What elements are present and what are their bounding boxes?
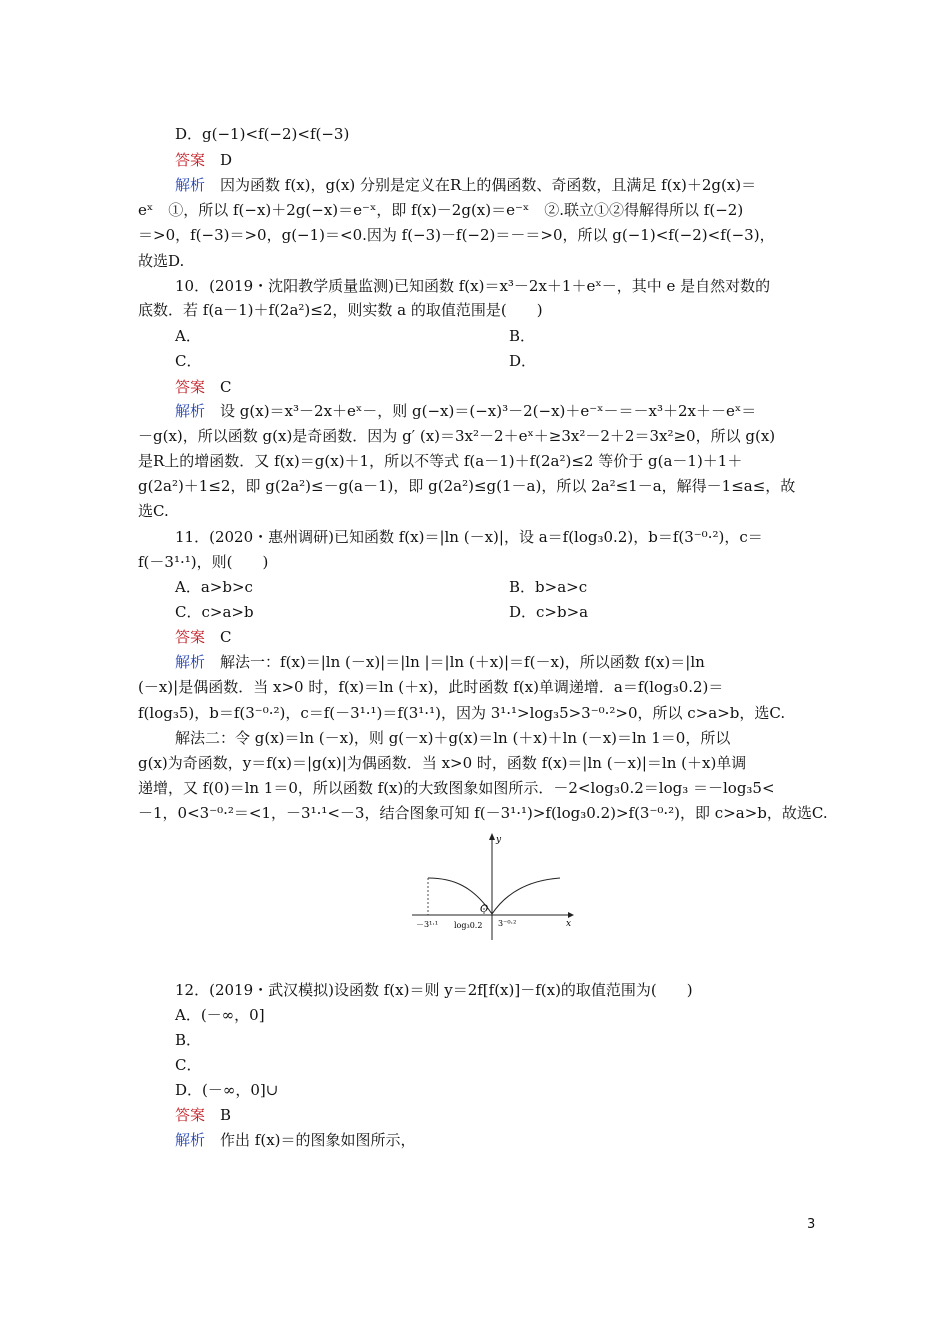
- analysis-line: [175, 401, 756, 421]
- text-line: [138, 225, 775, 245]
- text-line: [138, 426, 775, 446]
- line-text: 选C.: [138, 502, 169, 520]
- text-line: [138, 200, 743, 220]
- line-text: B: [205, 1106, 232, 1124]
- text-line: [175, 276, 770, 296]
- line-text: A．(－∞，0]: [175, 1006, 265, 1024]
- text-line: [175, 1055, 201, 1075]
- text-line: [175, 527, 763, 547]
- x-axis-arrow: [568, 912, 574, 918]
- text-line: [138, 803, 828, 823]
- line-text: 故选D.: [138, 252, 185, 270]
- line-text: 递增，又 f(0)＝ln 1＝0，所以函数 f(x)的大致图象如图所示．－2<log₃0.2＝log₃ ＝－log₃5<: [138, 779, 775, 797]
- option-line: C．: [175, 352, 202, 370]
- line-text: 11．(2020・惠州调研)已知函数 f(x)＝|ln (－x)|，设 a＝f(log₃0.2)，b＝f(3⁻⁰·²)，c＝: [175, 528, 763, 546]
- line-text: C: [205, 378, 232, 396]
- text-line: [175, 728, 730, 748]
- answer-line: [175, 627, 232, 647]
- text-line: [138, 501, 169, 521]
- analysis-label: 解析: [175, 402, 206, 420]
- text-line: [138, 552, 268, 572]
- line-text: 解法一：f(x)＝|ln (－x)|＝|ln |＝|ln (＋x)|＝f(－x)，所以函数 f(x)＝|ln: [205, 653, 705, 671]
- option-line: B．b>a>c: [509, 578, 588, 596]
- page-number: 3: [807, 1217, 816, 1232]
- answer-label: 答案: [175, 378, 206, 396]
- text-line: [175, 1030, 201, 1050]
- text-line: [175, 980, 693, 1000]
- answer-line: [175, 1105, 231, 1125]
- option-line: A．: [175, 327, 201, 345]
- text-line: [138, 778, 775, 798]
- line-text: (－x)|是偶函数．当 x>0 时，f(x)＝ln (＋x)，此时函数 f(x)单调递增．a＝f(log₃0.2)＝: [138, 678, 724, 696]
- text-line: [138, 476, 795, 496]
- text-line: [138, 300, 543, 320]
- line-text: f(－3¹·¹)，则( ): [138, 553, 269, 571]
- text-line: [138, 753, 746, 773]
- line-text: D: [205, 151, 233, 169]
- answer-line: [175, 150, 232, 170]
- text-line: [138, 451, 742, 471]
- answer-label: 答案: [175, 1106, 206, 1124]
- tick-mid: log₃0.2: [454, 921, 483, 930]
- answer-label: 答案: [175, 151, 206, 169]
- option-line: C．c>a>b: [175, 603, 254, 621]
- tick-left: －3¹·¹: [416, 920, 439, 929]
- line-text: 10．(2019・沈阳教学质量监测)已知函数 f(x)＝x³－2x＋1＋eˣ－，其中 e 是自然对数的: [175, 277, 771, 295]
- text-line: [175, 1080, 278, 1100]
- text-line: [175, 1005, 265, 1025]
- analysis-line: [175, 652, 705, 672]
- line-text: －g(x)，所以函数 g(x)是奇函数．因为 g′ (x)＝3x²－2＋eˣ＋≥3x²－2＋2＝3x²≥0，所以 g(x): [138, 427, 776, 445]
- option-line: B．: [509, 327, 536, 345]
- option-line: A．a>b>c: [175, 578, 253, 596]
- line-text: －1，0<3⁻⁰·²＝<1，－3¹·¹<－3，结合图象可知 f(－3¹·¹)>f(log₃0.2)>f(3⁻⁰·²)，即 c>a>b，故选C.: [138, 804, 828, 822]
- answer-label: 答案: [175, 628, 206, 646]
- tick-right: 3⁻⁰·²: [498, 919, 517, 928]
- x-label: x: [566, 919, 572, 929]
- line-text: 底数．若 f(a－1)＋f(2a²)≤2，则实数 a 的取值范围是( ): [138, 301, 543, 319]
- text-line: [138, 251, 184, 271]
- line-text: B．: [175, 1031, 202, 1049]
- analysis-label: 解析: [175, 1131, 206, 1149]
- text-line: [175, 124, 349, 144]
- origin-label: O: [480, 904, 489, 915]
- answer-line: [175, 377, 232, 397]
- line-text: g(2a²)＋1≤2，即 g(2a²)≤－g(a－1)，即 g(2a²)≤g(1－a)，所以 2a²≤1－a，解得－1≤a≤，故: [138, 477, 796, 495]
- curve-right: [492, 878, 560, 914]
- line-text: C: [205, 628, 232, 646]
- line-text: 解法二：令 g(x)＝ln (－x)，则 g(－x)＋g(x)＝ln (＋x)＋ln (－x)＝ln 1＝0，所以: [175, 729, 731, 747]
- line-text: 作出 f(x)＝的图象如图所示，: [205, 1131, 416, 1149]
- text-line: [138, 677, 723, 697]
- line-text: D．g(−1)<f(−2)<f(−3): [175, 125, 350, 143]
- function-graph-figure: [408, 830, 583, 945]
- line-text: C．: [175, 1056, 202, 1074]
- line-text: f(log₃5)，b＝f(3⁻⁰·²)，c＝f(－3¹·¹)＝f(3¹·¹)，因为 3¹·¹>log₃5>3⁻⁰·²>0，所以 c>a>b，选C.: [138, 704, 786, 722]
- line-text: D．(－∞，0]∪: [175, 1081, 279, 1099]
- option-line: D．c>b>a: [509, 603, 589, 621]
- line-text: eˣ ①，所以 f(−x)＋2g(−x)＝e⁻ˣ，即 f(x)－2g(x)＝e⁻ˣ ②.联立①②得解得所以 f(−2): [138, 201, 744, 219]
- analysis-line: [175, 1130, 416, 1150]
- analysis-line: [175, 175, 756, 195]
- option-line: D．: [509, 352, 537, 370]
- y-label: y: [496, 835, 502, 845]
- line-text: ＝>0，f(−3)＝>0，g(−1)＝<0.因为 f(−3)－f(−2)＝－＝>0，所以 g(−1)<f(−2)<f(−3)，: [138, 226, 775, 244]
- y-axis-arrow: [489, 833, 495, 840]
- line-text: 是R上的增函数．又 f(x)＝g(x)＋1，所以不等式 f(a－1)＋f(2a²)≤2 等价于 g(a－1)＋1＋: [138, 452, 743, 470]
- line-text: g(x)为奇函数，y＝f(x)＝|g(x)|为偶函数．当 x>0 时，函数 f(x)＝|ln (－x)|＝ln (＋x)单调: [138, 754, 747, 772]
- line-text: 因为函数 f(x)，g(x) 分别是定义在R上的偶函数、奇函数，且满足 f(x)＋2g(x)＝: [205, 176, 757, 194]
- line-text: 12．(2019・武汉模拟)设函数 f(x)＝则 y＝2f[f(x)]－f(x)的取值范围为( ): [175, 981, 693, 999]
- line-text: 设 g(x)＝x³－2x＋eˣ－，则 g(−x)＝(−x)³－2(−x)＋e⁻ˣ－＝－x³＋2x＋－eˣ＝: [205, 402, 757, 420]
- text-line: [138, 703, 785, 723]
- analysis-label: 解析: [175, 653, 206, 671]
- analysis-label: 解析: [175, 176, 206, 194]
